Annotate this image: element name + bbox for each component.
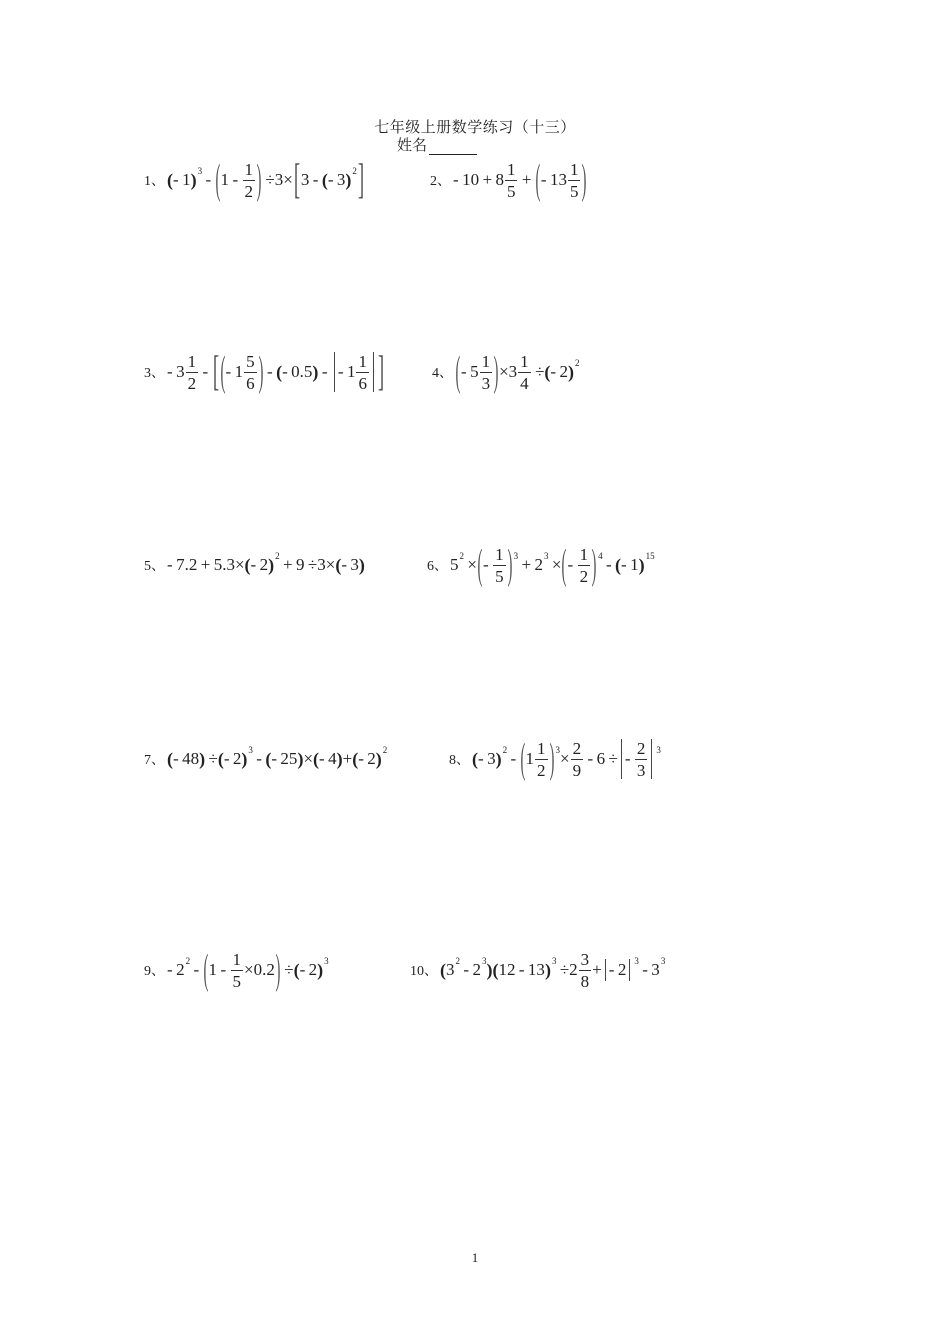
problem-expression: ( 3 2 - 2 3 )( 12 - 13 ) 3 ÷2 3 8 + - 2 3 - 3 3 <box>440 949 666 991</box>
problem-2 <box>430 150 587 210</box>
page-number: 1 <box>471 1250 479 1265</box>
worksheet-title: 七年级上册数学练习（十三） <box>374 120 576 136</box>
problem-expression: ( - 3 ) 2 - ( 1 1 2 ) 3 × 2 9 - 6 ÷ - 2 3 3 <box>472 736 661 782</box>
problem-expression: ( - 1 ) 3 - ( 1 - 1 2 ) ÷3× [ 3 - ( - 3 ) 2 ] <box>167 157 365 203</box>
problem-9 <box>144 940 329 1000</box>
problem-5 <box>144 535 365 595</box>
problem-label: 6、 <box>427 559 448 574</box>
problem-expression: 5 2 × ( - 1 5 ) 3 + 2 3 × ( - 1 2 ) 4 - ( - 1 ) 15 <box>450 542 655 588</box>
problem-expression: ( - 48 ) ÷ ( - 2 ) 3 - ( - 25 ) × ( - 4 ) + ( - 2 ) 2 <box>167 745 388 769</box>
problem-1 <box>144 150 365 210</box>
problem-4 <box>432 342 579 402</box>
problem-label: 1、 <box>144 174 165 189</box>
problem-label: 10、 <box>410 964 438 979</box>
problem-6 <box>427 535 655 595</box>
problem-label: 5、 <box>144 559 165 574</box>
problem-7 <box>144 729 387 789</box>
problem-label: 3、 <box>144 366 165 381</box>
problem-label: 7、 <box>144 753 165 768</box>
problem-expression: ( - 5 1 3 ) ×3 1 4 ÷ ( - 2 ) 2 <box>455 349 580 395</box>
problem-label: 2、 <box>430 174 451 189</box>
problem-3 <box>144 342 385 402</box>
problem-expression: - 3 1 2 - [ ( - 1 5 6 ) - ( - 0.5 ) - - 1 1 6 ] <box>167 349 385 395</box>
problem-10 <box>410 940 665 1000</box>
problem-expression: - 7.2 + 5.3× ( - 2 ) 2 + 9 ÷3× ( - 3 ) <box>167 551 365 575</box>
problem-expression: - 10 + 8 1 5 + ( - 13 1 5 ) <box>453 157 587 203</box>
problem-label: 8、 <box>449 753 470 768</box>
problem-8 <box>449 729 661 789</box>
problem-label: 9、 <box>144 964 165 979</box>
name-label: 姓名 <box>397 138 428 154</box>
problem-expression: - 2 2 - ( 1 - 1 5 ×0.2 ) ÷ ( - 2 ) 3 <box>167 947 329 993</box>
problem-label: 4、 <box>432 366 453 381</box>
